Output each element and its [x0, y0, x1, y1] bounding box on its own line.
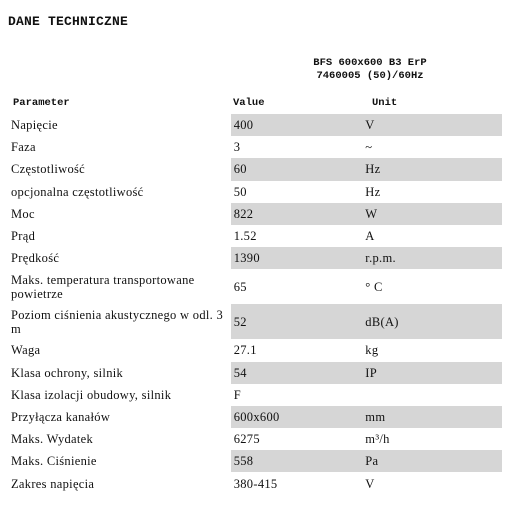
- table-row: [8, 428, 502, 450]
- value-cell: 6275: [233, 432, 260, 447]
- value-cell: 600x600: [231, 406, 363, 428]
- model-code: 7460005 (50)/60Hz: [316, 70, 424, 82]
- unit-cell: Pa: [362, 450, 502, 472]
- parameter-cell: Poziom ciśnienia akustycznego w odl. 3 m: [11, 307, 224, 336]
- parameter-cell: Moc: [11, 206, 35, 221]
- parameter-cell: opcjonalna częstotliwość: [11, 184, 144, 199]
- unit-cell: [362, 384, 502, 406]
- value-cell: 380-415: [233, 476, 278, 491]
- unit-cell: W: [362, 203, 502, 225]
- value-cell: 400: [231, 114, 363, 136]
- parameter-cell: Klasa ochrony, silnik: [11, 365, 124, 380]
- unit-cell: Hz: [365, 184, 381, 199]
- parameter-cell: Częstotliwość: [11, 162, 86, 177]
- parameter-cell: Waga: [11, 343, 41, 358]
- unit-cell: ~: [365, 140, 373, 155]
- parameter-cell: Maks. Ciśnienie: [11, 454, 97, 469]
- page-title: DANE TECHNICZNE: [8, 14, 129, 29]
- parameter-cell: Klasa izolacji obudowy, silnik: [11, 387, 172, 402]
- header-unit: Unit: [372, 97, 398, 109]
- value-cell: 52: [231, 304, 363, 339]
- table-row: [8, 203, 502, 225]
- table-row: [8, 472, 502, 494]
- value-cell: 822: [231, 203, 363, 225]
- value-cell: 1390: [231, 247, 363, 269]
- value-cell: 54: [231, 362, 363, 384]
- value-cell: F: [233, 387, 241, 402]
- model-name: BFS 600x600 B3 ErP: [313, 57, 427, 69]
- table-row: [8, 114, 502, 136]
- table-row: [8, 136, 502, 158]
- value-cell: 3: [233, 140, 241, 155]
- value-cell: 50: [233, 184, 247, 199]
- table-row: [8, 304, 502, 339]
- unit-cell: V: [362, 114, 502, 136]
- unit-cell: ° C: [365, 279, 383, 294]
- table-row: [8, 158, 502, 180]
- table-row: [8, 384, 502, 406]
- parameter-cell: Zakres napięcia: [11, 476, 95, 491]
- unit-cell: Hz: [362, 158, 502, 180]
- unit-cell: dB(A): [362, 304, 502, 339]
- unit-cell: r.p.m.: [362, 247, 502, 269]
- unit-cell: kg: [365, 343, 379, 358]
- header-value: Value: [233, 97, 265, 109]
- table-row: [8, 362, 502, 384]
- table-row: [8, 181, 502, 203]
- parameter-cell: Prędkość: [11, 251, 60, 266]
- unit-cell: V: [365, 476, 375, 491]
- header-parameter: Parameter: [13, 97, 70, 109]
- table-row: [8, 339, 502, 361]
- table-row: [8, 406, 502, 428]
- table-row: [8, 247, 502, 269]
- unit-cell: mm: [362, 406, 502, 428]
- table-row: [8, 450, 502, 472]
- unit-cell: m³/h: [365, 432, 390, 447]
- parameter-cell: Maks. temperatura transportowane powietrze: [11, 272, 195, 301]
- unit-cell: A: [365, 229, 375, 244]
- value-cell: 1.52: [233, 229, 257, 244]
- table-row: [8, 269, 502, 304]
- parameter-cell: Faza: [11, 140, 36, 155]
- unit-cell: IP: [362, 362, 502, 384]
- value-cell: 65: [233, 279, 247, 294]
- parameter-cell: Maks. Wydatek: [11, 432, 94, 447]
- parameter-cell: Prąd: [11, 229, 36, 244]
- table-row: [8, 225, 502, 247]
- model-heading: [300, 57, 440, 83]
- value-cell: 558: [231, 450, 363, 472]
- parameter-cell: Napięcie: [11, 118, 58, 133]
- spec-table: [8, 114, 502, 495]
- parameter-cell: Przyłącza kanałów: [11, 409, 111, 424]
- value-cell: 60: [231, 158, 363, 180]
- value-cell: 27.1: [233, 343, 257, 358]
